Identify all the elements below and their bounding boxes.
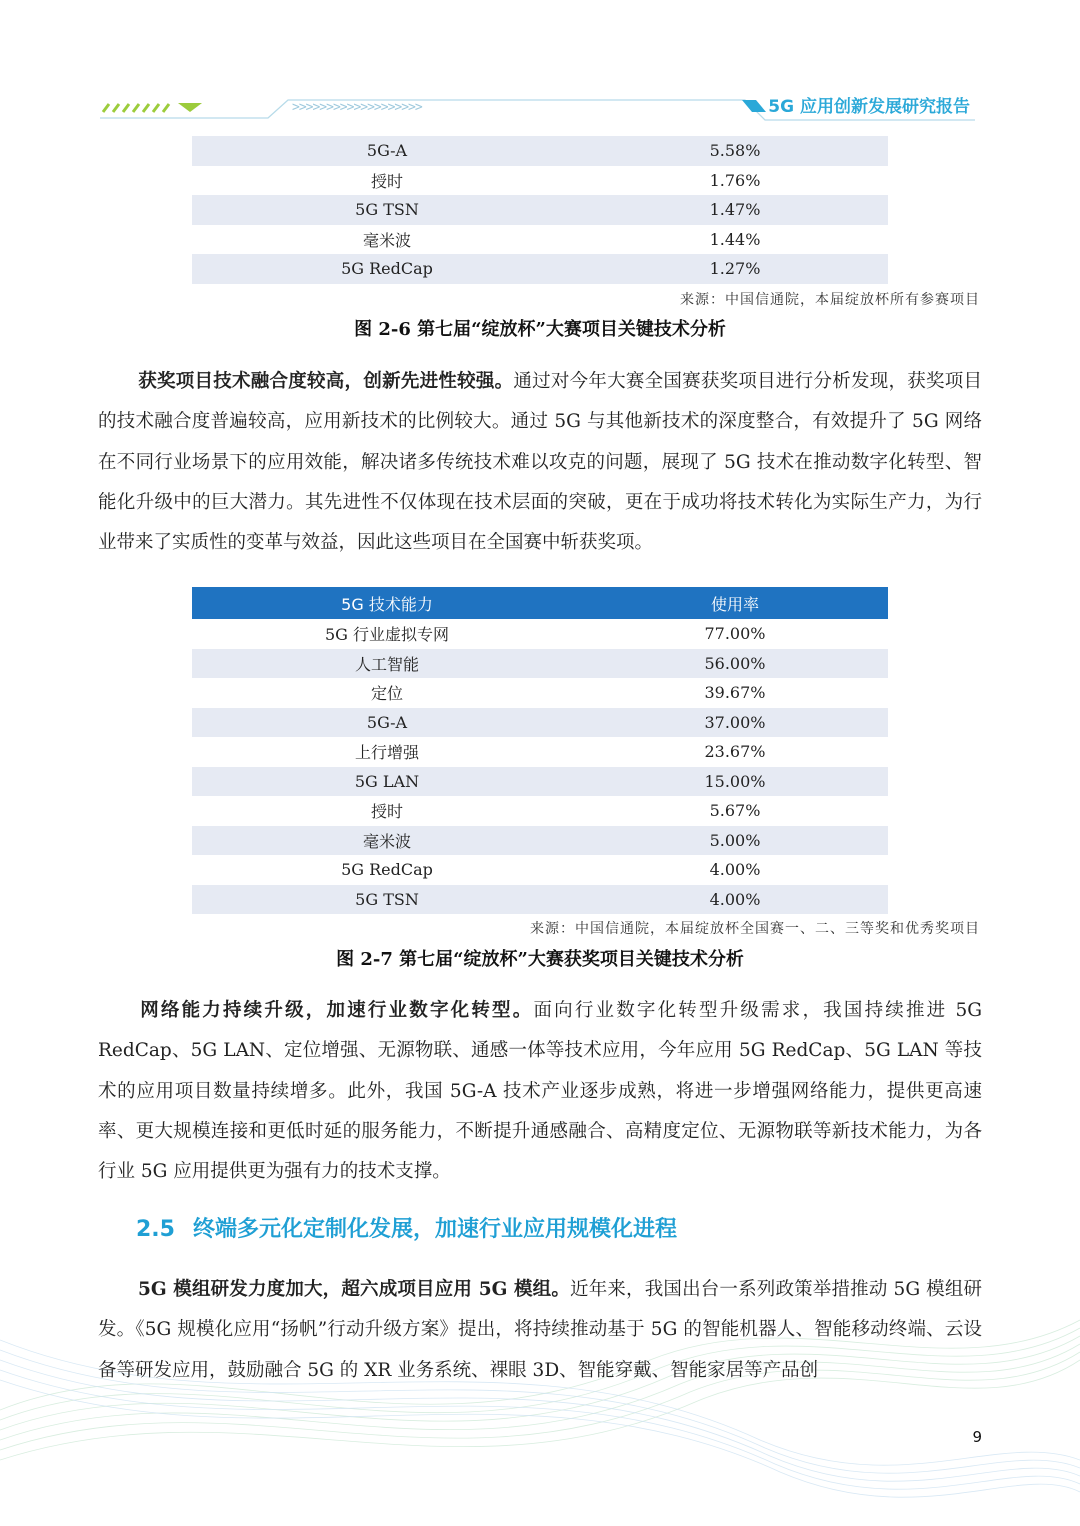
table-cell-name: 上行增强	[354, 743, 419, 763]
table-header-row	[192, 587, 888, 619]
table-cell-rate: 1.76%	[709, 170, 761, 190]
table-cell-rate: 56.00%	[582, 649, 888, 679]
table-cell-name: 毫米波	[362, 230, 411, 250]
table-row	[192, 678, 888, 708]
paragraph-network-upgrade	[98, 991, 982, 1192]
table-row	[192, 796, 888, 826]
table-cell-name: 授时	[370, 802, 403, 822]
header-chevrons: >>>>>>>>>>>>>>>>>>>	[292, 100, 422, 115]
table-cell-rate: 5.58%	[582, 136, 888, 166]
table-cell-rate: 1.44%	[709, 229, 761, 249]
table-cell-rate: 37.00%	[582, 708, 888, 738]
table-row	[192, 708, 888, 738]
paragraph-module-development	[98, 1270, 982, 1391]
table-row	[192, 885, 888, 915]
column-header-rate: 使用率	[582, 587, 888, 619]
table-cell-name: 5G-A	[192, 136, 582, 166]
table-cell-name: 5G TSN	[192, 885, 582, 915]
page-header	[0, 0, 1080, 130]
table-cell-name: 5G 行业虚拟专网	[324, 625, 450, 645]
table-row	[192, 195, 888, 225]
table-row	[192, 166, 888, 196]
table-cell-name: 5G-A	[192, 708, 582, 738]
table-cell-rate: 4.00%	[709, 860, 761, 880]
figure-2-7-caption: 图 2-7 第七届“绽放杯”大赛获奖项目关键技术分析	[336, 949, 744, 970]
paragraph-body: 面向行业数字化转型升级需求，我国持续推进 5G RedCap、5G LAN、定位增强、无源物联、通感一体等技术应用，今年应用 5G RedCap、5G LAN 等技术的应用项目数量持续增多。此外，我国 5G-A 技术产业逐步成熟，将进一步增强网络能力，提供更高速率、更大规模连接和更低时延的服务能力，不断提升通感融合、高精度定位、无源物联等新技术能力，为各行业 5G 应用提供更为强有力的技术支撑。	[98, 1000, 982, 1183]
page-number: 9	[972, 1428, 982, 1446]
table-cell-name: 5G RedCap	[341, 860, 433, 880]
table-row	[192, 737, 888, 767]
table-cell-name: 5G LAN	[192, 767, 582, 797]
table-cell-name: 人工智能	[192, 649, 582, 679]
table-row	[192, 619, 888, 649]
table-row	[192, 767, 888, 797]
paragraph-body: 通过对今年大赛全国赛获奖项目进行分析发现，获奖项目的技术融合度普遍较高，应用新技术的比例较大。通过 5G 与其他新技术的深度整合，有效提升了 5G 网络在不同行业场景下的应用效能，解决诸多传统技术难以攻克的问题，展现了 5G 技术在推动数字化转型、智能化升级中的巨大潜力。其先进性不仅体现在技术层面的突破，更在于成功将技术转化为实际生产力，为行业带来了实质性的变革与效益，因此这些项目在全国赛中斩获奖项。	[98, 371, 982, 554]
table-row	[192, 826, 888, 856]
table-cell-rate: 4.00%	[582, 885, 888, 915]
table-cell-rate: 23.67%	[704, 742, 766, 762]
table-cell-name: 5G TSN	[192, 195, 582, 225]
table-row	[192, 136, 888, 166]
tech-analysis-table-2	[192, 587, 888, 914]
table-cell-rate: 5.00%	[582, 826, 888, 856]
paragraph-lead: 网络能力持续升级，加速行业数字化转型。	[138, 1000, 534, 1021]
table-2-source: 来源：中国信通院，本届绽放杯全国赛一、二、三等奖和优秀奖项目	[530, 921, 980, 937]
table-cell-name: 5G RedCap	[192, 254, 582, 284]
figure-2-6-caption: 图 2-6 第七届“绽放杯”大赛项目关键技术分析	[354, 319, 726, 340]
table-cell-name: 毫米波	[192, 826, 582, 856]
table-cell-name: 定位	[370, 684, 403, 704]
table-cell-rate: 1.27%	[582, 254, 888, 284]
column-header-tech: 5G 技术能力	[192, 587, 582, 619]
paragraph-body: 近年来，我国出台一系列政策举措推动 5G 模组研发。《5G 规模化应用“扬帆”行动升级方案》提出，将持续推动基于 5G 的智能机器人、智能移动终端、云设备等研发应用，鼓励融合 5G 的 XR 业务系统、裸眼 3D、智能穿戴、智能家居等产品创	[98, 1279, 982, 1381]
table-row	[192, 254, 888, 284]
table-row	[192, 649, 888, 679]
table-row	[192, 855, 888, 885]
table-cell-rate: 1.47%	[582, 195, 888, 225]
section-title: 终端多元化定制化发展，加速行业应用规模化进程	[192, 1217, 677, 1242]
section-number: 2.5	[136, 1217, 175, 1242]
table-cell-rate: 15.00%	[582, 767, 888, 797]
table-cell-rate: 39.67%	[704, 683, 766, 703]
table-row	[192, 225, 888, 255]
table-1-source: 来源：中国信通院，本届绽放杯所有参赛项目	[680, 292, 980, 308]
paragraph-lead: 获奖项目技术融合度较高，创新先进性较强。	[138, 371, 514, 392]
paragraph-award-projects	[98, 362, 982, 563]
table-cell-rate: 77.00%	[704, 624, 766, 644]
table-cell-name: 授时	[370, 171, 403, 191]
table-cell-rate: 5.67%	[709, 801, 761, 821]
tech-analysis-table-1	[192, 136, 888, 284]
paragraph-lead: 5G 模组研发力度加大，超六成项目应用 5G 模组。	[138, 1279, 571, 1300]
report-title: 5G 应用创新发展研究报告	[768, 97, 970, 117]
